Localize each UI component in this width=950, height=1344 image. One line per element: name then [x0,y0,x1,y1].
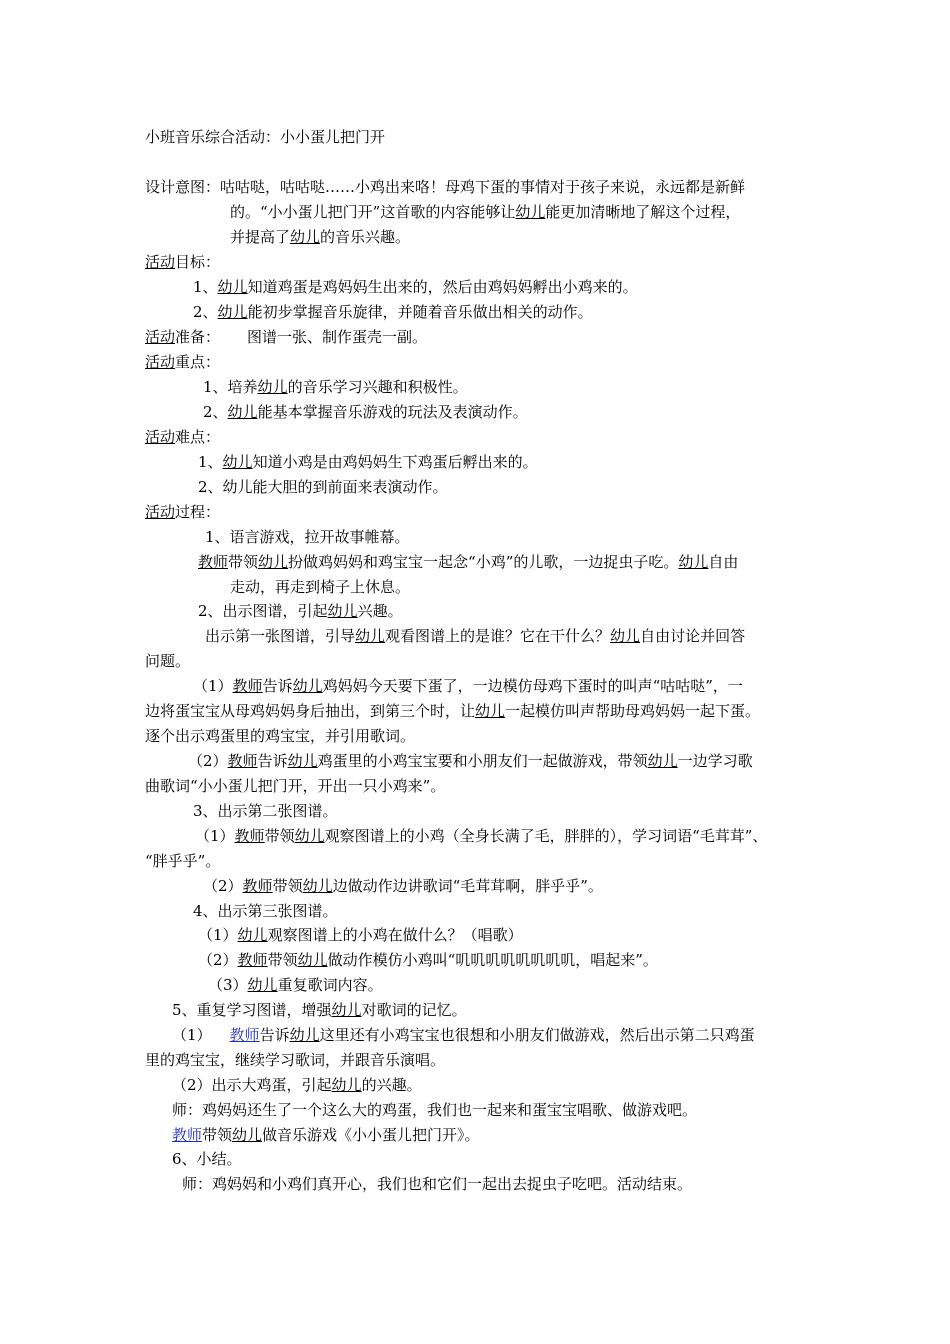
step-6-teacher-line: 师：鸡妈妈和小鸡们真开心，我们也和它们一起出去捉虫子吃吧。活动结束。 [182,1175,693,1193]
step-2-para-line-1: 出示第一张图谱，引导幼儿观看图谱上的是谁？它在干什么？幼儿自由讨论并回答 [205,627,746,645]
step-5-heading: 5、重复学习图谱，增强幼儿对歌词的记忆。 [172,1001,467,1019]
link-activity[interactable]: 活动 [145,428,176,446]
step-2-item-1-line-2: 边将蛋宝宝从母鸡妈妈身后抽出，到第三个时，让幼儿一起模仿叫声帮助母鸡妈妈一起下蛋。 [145,702,761,720]
step-4-item-1: （1）幼儿观察图谱上的小鸡在做什么？（唱歌） [198,926,523,944]
link-child[interactable]: 幼儿 [294,827,325,845]
link-child[interactable]: 幼儿 [515,203,546,221]
step-5-item-1-line-1: （1） 教师告诉幼儿这里还有小鸡宝宝也很想和小朋友们做游戏，然后出示第二只鸡蛋 [172,1026,755,1044]
link-child[interactable]: 幼儿 [237,926,268,944]
link-child[interactable]: 幼儿 [331,1001,362,1019]
link-child[interactable]: 幼儿 [247,976,278,994]
link-activity[interactable]: 活动 [145,503,176,521]
step-2-item-2-line-2: 曲歌词“小小蛋儿把门开，开出一只小鸡来”。 [145,777,446,795]
difficulty-heading: 活动难点： [145,428,221,446]
difficulty-2: 2、幼儿能大胆的到前面来表演动作。 [198,478,448,496]
link-child[interactable]: 幼儿 [258,553,289,571]
link-child[interactable]: 幼儿 [610,627,641,645]
link-teacher[interactable]: 教师 [227,752,258,770]
link-child[interactable]: 幼儿 [475,702,506,720]
step-3-item-1-line-2: “胖乎乎”。 [145,852,221,870]
step-3-heading: 3、出示第二张图谱。 [193,802,338,820]
link-child[interactable]: 幼儿 [302,877,333,895]
step-4-item-3: （3）幼儿重复歌词内容。 [208,976,383,994]
step-4-heading: 4、出示第三张图谱。 [193,902,338,920]
step-6-heading: 6、小结。 [172,1150,242,1168]
link-child[interactable]: 幼儿 [678,553,709,571]
step-2-heading: 2、出示图谱，引起幼儿兴趣。 [198,602,403,620]
link-child[interactable]: 幼儿 [290,228,321,246]
link-child[interactable]: 幼儿 [217,303,248,321]
link-child[interactable]: 幼儿 [257,378,288,396]
focus-2: 2、幼儿能基本掌握音乐游戏的玩法及表演动作。 [203,403,528,421]
link-activity[interactable]: 活动 [145,328,176,346]
link-child[interactable]: 幼儿 [647,752,678,770]
link-teacher[interactable]: 教师 [172,1126,203,1144]
step-5-item-2: （2）出示大鸡蛋，引起幼儿的兴趣。 [172,1076,422,1094]
link-child[interactable]: 幼儿 [222,453,253,471]
step-2-item-1-line-1: （1）教师告诉幼儿鸡妈妈今天要下蛋了，一边模仿母鸡下蛋时的叫声“咕咕哒”，一 [193,677,743,695]
link-teacher[interactable]: 教师 [198,553,229,571]
step-1-heading: 1、语言游戏，拉开故事帷幕。 [205,528,410,546]
step-3-item-2: （2）教师带领幼儿边做动作边讲歌词“毛茸茸啊，胖乎乎”。 [203,877,603,895]
goals-heading: 活动目标： [145,253,221,271]
step-5-item-4: 教师带领幼儿做音乐游戏《小小蛋儿把门开》。 [172,1126,480,1144]
link-teacher[interactable]: 教师 [232,677,263,695]
link-teacher[interactable]: 教师 [237,951,268,969]
design-intent-line-2: 的。“小小蛋儿把门开”这首歌的内容能够让幼儿能更加清晰地了解这个过程， [230,203,741,221]
link-child[interactable]: 幼儿 [327,602,358,620]
focus-heading: 活动重点： [145,353,221,371]
step-1-para-line-2: 走动，再走到椅子上休息。 [230,578,411,596]
step-5-teacher-line: 师：鸡妈妈还生了一个这么大的鸡蛋，我们也一起来和蛋宝宝唱歌、做游戏吧。 [172,1101,698,1119]
link-child[interactable]: 幼儿 [287,752,318,770]
focus-1: 1、培养幼儿的音乐学习兴趣和积极性。 [203,378,468,396]
link-activity[interactable]: 活动 [145,353,176,371]
step-2-item-2-line-1: （2）教师告诉幼儿鸡蛋里的小鸡宝宝要和小朋友们一起做游戏，带领幼儿一边学习歌 [188,752,753,770]
goal-2: 2、幼儿能初步掌握音乐旋律，并随着音乐做出相关的动作。 [193,303,593,321]
design-intent-line-3: 并提高了幼儿的音乐兴趣。 [230,228,411,246]
link-child[interactable]: 幼儿 [227,403,258,421]
link-activity[interactable]: 活动 [145,253,176,271]
difficulty-1: 1、幼儿知道小鸡是由鸡妈妈生下鸡蛋后孵出来的。 [198,453,538,471]
process-heading: 活动过程： [145,503,221,521]
link-child[interactable]: 幼儿 [232,1126,263,1144]
link-child[interactable]: 幼儿 [355,627,386,645]
design-intent-line-1: 设计意图：咕咕哒，咕咕哒……小鸡出来咯！母鸡下蛋的事情对于孩子来说，永远都是新鲜 [145,178,746,196]
link-child[interactable]: 幼儿 [289,1026,320,1044]
step-3-item-1-line-1: （1）教师带领幼儿观察图谱上的小鸡（全身长满了毛，胖胖的），学习词语“毛茸茸”、 [195,827,768,845]
step-1-para-line-1: 教师带领幼儿扮做鸡妈妈和鸡宝宝一起念“小鸡”的儿歌，一边捉虫子吃。幼儿自由 [198,553,739,571]
link-child[interactable]: 幼儿 [331,1076,362,1094]
link-child[interactable]: 幼儿 [217,278,248,296]
goal-1: 1、幼儿知道鸡蛋是鸡妈妈生出来的，然后由鸡妈妈孵出小鸡来的。 [193,278,638,296]
document-title: 小班音乐综合活动：小小蛋儿把门开 [145,128,386,146]
design-intent-label: 设计意图： [145,178,221,196]
prep-heading: 活动准备： 图谱一张、制作蛋壳一副。 [145,328,428,346]
link-child[interactable]: 幼儿 [292,677,323,695]
step-5-item-1-line-2: 里的鸡宝宝，继续学习歌词，并跟音乐演唱。 [145,1051,446,1069]
link-teacher[interactable]: 教师 [234,827,265,845]
link-child[interactable]: 幼儿 [297,951,328,969]
step-2-item-1-line-3: 逐个出示鸡蛋里的鸡宝宝，并引用歌词。 [145,727,416,745]
step-2-para-line-2: 问题。 [145,652,191,670]
link-teacher[interactable]: 教师 [242,877,273,895]
link-teacher[interactable]: 教师 [229,1026,260,1044]
step-4-item-2: （2）教师带领幼儿做动作模仿小鸡叫“叽叽叽叽叽叽叽叽，唱起来”。 [198,951,658,969]
